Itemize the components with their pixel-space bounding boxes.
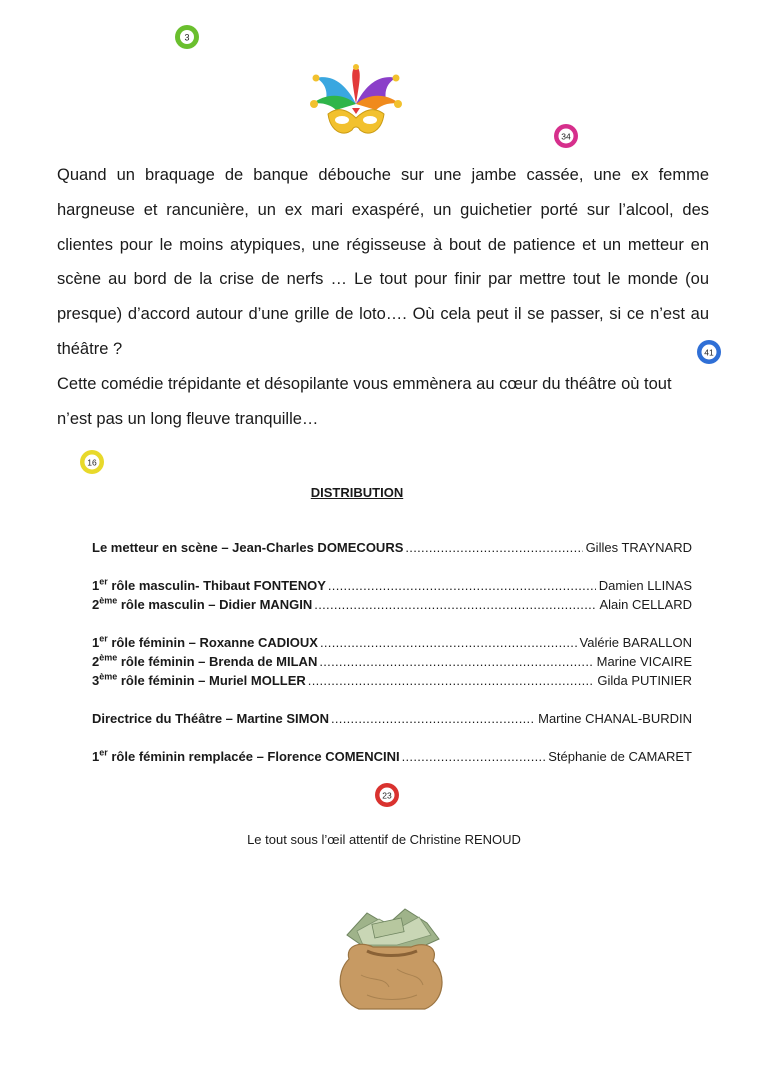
cast-role: Le metteur en scène – Jean-Charles DOMECOURS — [92, 540, 404, 555]
distribution-title: DISTRIBUTION — [310, 485, 404, 500]
cast-row — [92, 538, 692, 557]
cast-row — [92, 709, 692, 728]
leader-dots — [326, 576, 596, 595]
money-bag-icon — [327, 905, 455, 1015]
ball-number: 41 — [704, 347, 714, 358]
cast-actor: Alain CELLARD — [599, 597, 692, 612]
ball-number: 16 — [87, 457, 97, 468]
cast-row — [92, 652, 692, 671]
cast-role: Directrice du Théâtre – Martine SIMON — [92, 711, 329, 726]
cast-actor: Gilles TRAYNARD — [585, 540, 692, 555]
cast-actor: Martine CHANAL-BURDIN — [538, 711, 692, 726]
cast-actor: Stéphanie de CAMARET — [548, 749, 692, 764]
leader-dots — [318, 633, 577, 652]
cast-row — [92, 576, 692, 595]
cast-list — [92, 538, 692, 766]
cast-row — [92, 671, 692, 690]
cast-role: 1er rôle féminin – Roxanne CADIOUX — [92, 633, 318, 650]
lotto-ball-3 — [173, 23, 201, 51]
cast-row — [92, 633, 692, 652]
intro-paragraph-2: Cette comédie trépidante et désopilante vous emmènera au cœur du théâtre où tout n’est pas un long fleuve tranquille… — [57, 374, 672, 428]
cast-role: 3ème rôle féminin – Muriel MOLLER — [92, 671, 306, 688]
ball-number: 23 — [382, 790, 392, 801]
cast-role: 2ème rôle féminin – Brenda de MILAN — [92, 652, 318, 669]
jester-mask-icon — [302, 64, 410, 146]
ball-number: 34 — [561, 131, 571, 142]
intro-paragraph-1: Quand un braquage de banque débouche sur une jambe cassée, une ex femme hargneuse et rancunière, un ex mari exaspéré, un guichetier porté sur l’alcool, des clientes pour le moins atypiques, une régisseuse à bout de patience et un metteur en scène au bord de la crise de nerfs … Le tout pour finir par mettre tout le monde (ou presque) d’accord autour d’une grille de loto…. Où cela peut il se passer, si ce n’est au théâtre ? — [57, 166, 709, 358]
cast-role: 1er rôle masculin- Thibaut FONTENOY — [92, 576, 326, 593]
cast-actor: Gilda PUTINIER — [597, 673, 692, 688]
cast-actor: Marine VICAIRE — [596, 654, 692, 669]
lotto-ball-34 — [552, 122, 580, 150]
closing-line: Le tout sous l’œil attentif de Christine RENOUD — [247, 832, 521, 847]
leader-dots — [400, 747, 546, 766]
leader-dots — [403, 538, 582, 557]
cast-actor: Damien LLINAS — [598, 578, 692, 593]
intro-text — [57, 158, 709, 436]
cast-row — [92, 595, 692, 614]
leader-dots — [317, 652, 593, 671]
leader-dots — [312, 595, 596, 614]
cast-role: 1er rôle féminin remplacée – Florence COMENCINI — [92, 747, 400, 764]
leader-dots — [306, 671, 595, 690]
ball-number: 3 — [184, 32, 190, 43]
lotto-ball-23 — [373, 781, 401, 809]
cast-actor: Valérie BARALLON — [579, 635, 692, 650]
leader-dots — [329, 709, 535, 728]
cast-role: 2ème rôle masculin – Didier MANGIN — [92, 595, 313, 612]
lotto-ball-16 — [78, 448, 106, 476]
cast-row — [92, 747, 692, 766]
